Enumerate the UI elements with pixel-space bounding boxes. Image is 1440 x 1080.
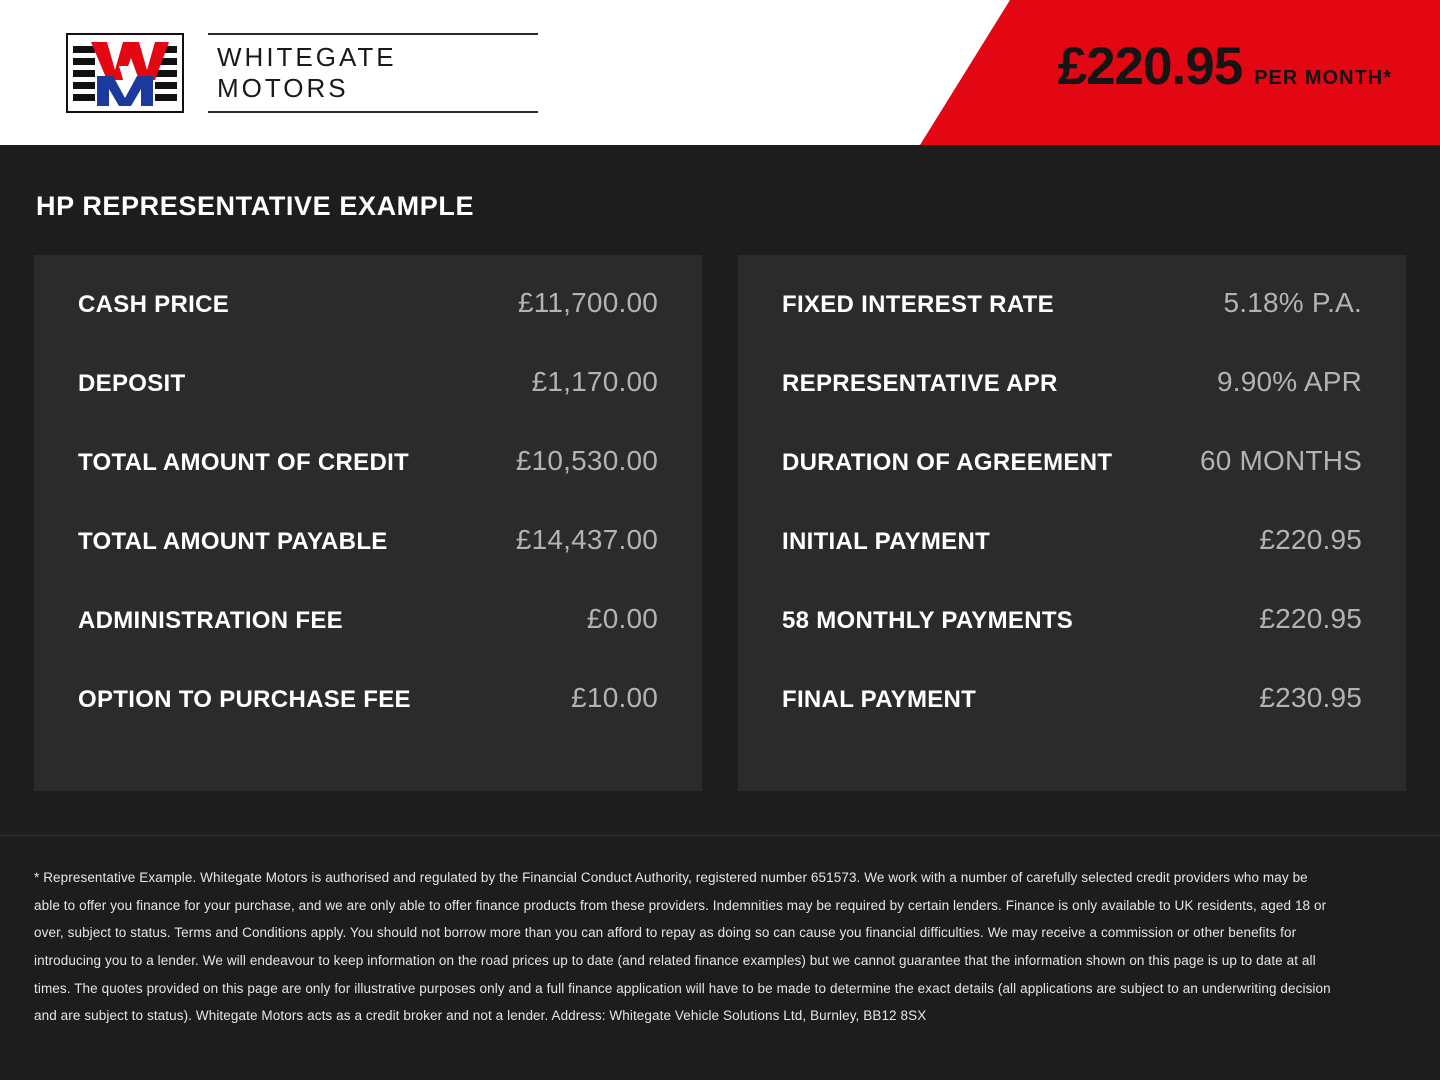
brand-name — [208, 33, 538, 113]
main-content — [0, 191, 1440, 791]
row-label: FIXED INTEREST RATE — [782, 291, 1054, 318]
row-value: 9.90% APR — [1217, 366, 1362, 397]
monthly-price-amount: £220.95 — [1057, 37, 1243, 96]
table-row — [782, 366, 1362, 445]
table-row — [78, 524, 658, 603]
row-value: £230.95 — [1259, 682, 1362, 713]
row-label: FINAL PAYMENT — [782, 686, 977, 713]
brand-rule-bottom — [208, 111, 538, 113]
row-value: £10.00 — [571, 682, 658, 713]
row-label: ADMINISTRATION FEE — [78, 607, 343, 634]
row-label: OPTION TO PURCHASE FEE — [78, 686, 411, 713]
row-label: 58 MONTHLY PAYMENTS — [782, 607, 1074, 634]
page-title: HP REPRESENTATIVE EXAMPLE — [36, 191, 475, 221]
row-label: TOTAL AMOUNT OF CREDIT — [78, 449, 410, 476]
disclaimer-footer — [0, 835, 1440, 1080]
table-row — [782, 682, 1362, 761]
row-label: INITIAL PAYMENT — [782, 528, 991, 555]
row-label: DURATION OF AGREEMENT — [782, 449, 1113, 476]
table-row — [78, 287, 658, 366]
table-row — [78, 682, 658, 761]
monthly-price-block — [1058, 36, 1392, 97]
row-label: CASH PRICE — [78, 291, 230, 318]
page-header — [0, 0, 1440, 145]
row-value: £10,530.00 — [515, 445, 658, 476]
left-figures-panel — [34, 255, 702, 791]
row-value: £1,170.00 — [531, 366, 658, 397]
row-value: £220.95 — [1259, 603, 1362, 634]
brand-rule-top — [208, 33, 538, 35]
whitegate-motors-logo-icon — [66, 33, 184, 113]
row-value: £220.95 — [1259, 524, 1362, 555]
table-row — [78, 603, 658, 682]
table-row — [782, 287, 1362, 366]
brand-name-text: WHITEGATE MOTORS — [217, 42, 397, 103]
row-value: £11,700.00 — [517, 287, 658, 318]
row-label: DEPOSIT — [78, 370, 186, 397]
row-label: TOTAL AMOUNT PAYABLE — [78, 528, 388, 555]
row-value: £14,437.00 — [515, 524, 658, 555]
figures-panels — [34, 255, 1406, 791]
row-value: 60 MONTHS — [1199, 445, 1362, 476]
row-value: £0.00 — [586, 603, 658, 634]
table-row — [782, 603, 1362, 682]
table-row — [782, 524, 1362, 603]
table-row — [78, 366, 658, 445]
disclaimer-text: * Representative Example. Whitegate Motors is authorised and regulated by the Financial Conduct Authority, registered number 651573. We work with a number of carefully selected credit providers who may be able to offer you finance for your purchase, and we are only able to offer finance products from these providers. Indemnities may be required by certain lenders. Finance is only available to UK residents, aged 18 or over, subject to status. Terms and Conditions apply. You should not borrow more than you can afford to repay as doing so can cause you financial difficulties. We may receive a commission or other benefits for introducing you to a lender. We will endeavour to keep information on the road prices up to date (and related finance examples) but we cannot guarantee that the information shown on this page is up to date at all times. The quotes provided on this page are only for illustrative purposes only and a full finance application will have to be made to determine the exact details (all applications are subject to an underwriting decision and are subject to status). Whitegate Motors acts as a credit broker and not a lender. Address: Whitegate Vehicle Solutions Ltd, Burnley, BB12 8SX — [34, 870, 1331, 1024]
table-row — [78, 445, 658, 524]
row-value: 5.18% P.A. — [1223, 287, 1362, 318]
table-row — [782, 445, 1362, 524]
right-figures-panel — [738, 255, 1406, 791]
monthly-price-period: PER MONTH* — [1254, 67, 1392, 89]
row-label: REPRESENTATIVE APR — [782, 370, 1058, 397]
